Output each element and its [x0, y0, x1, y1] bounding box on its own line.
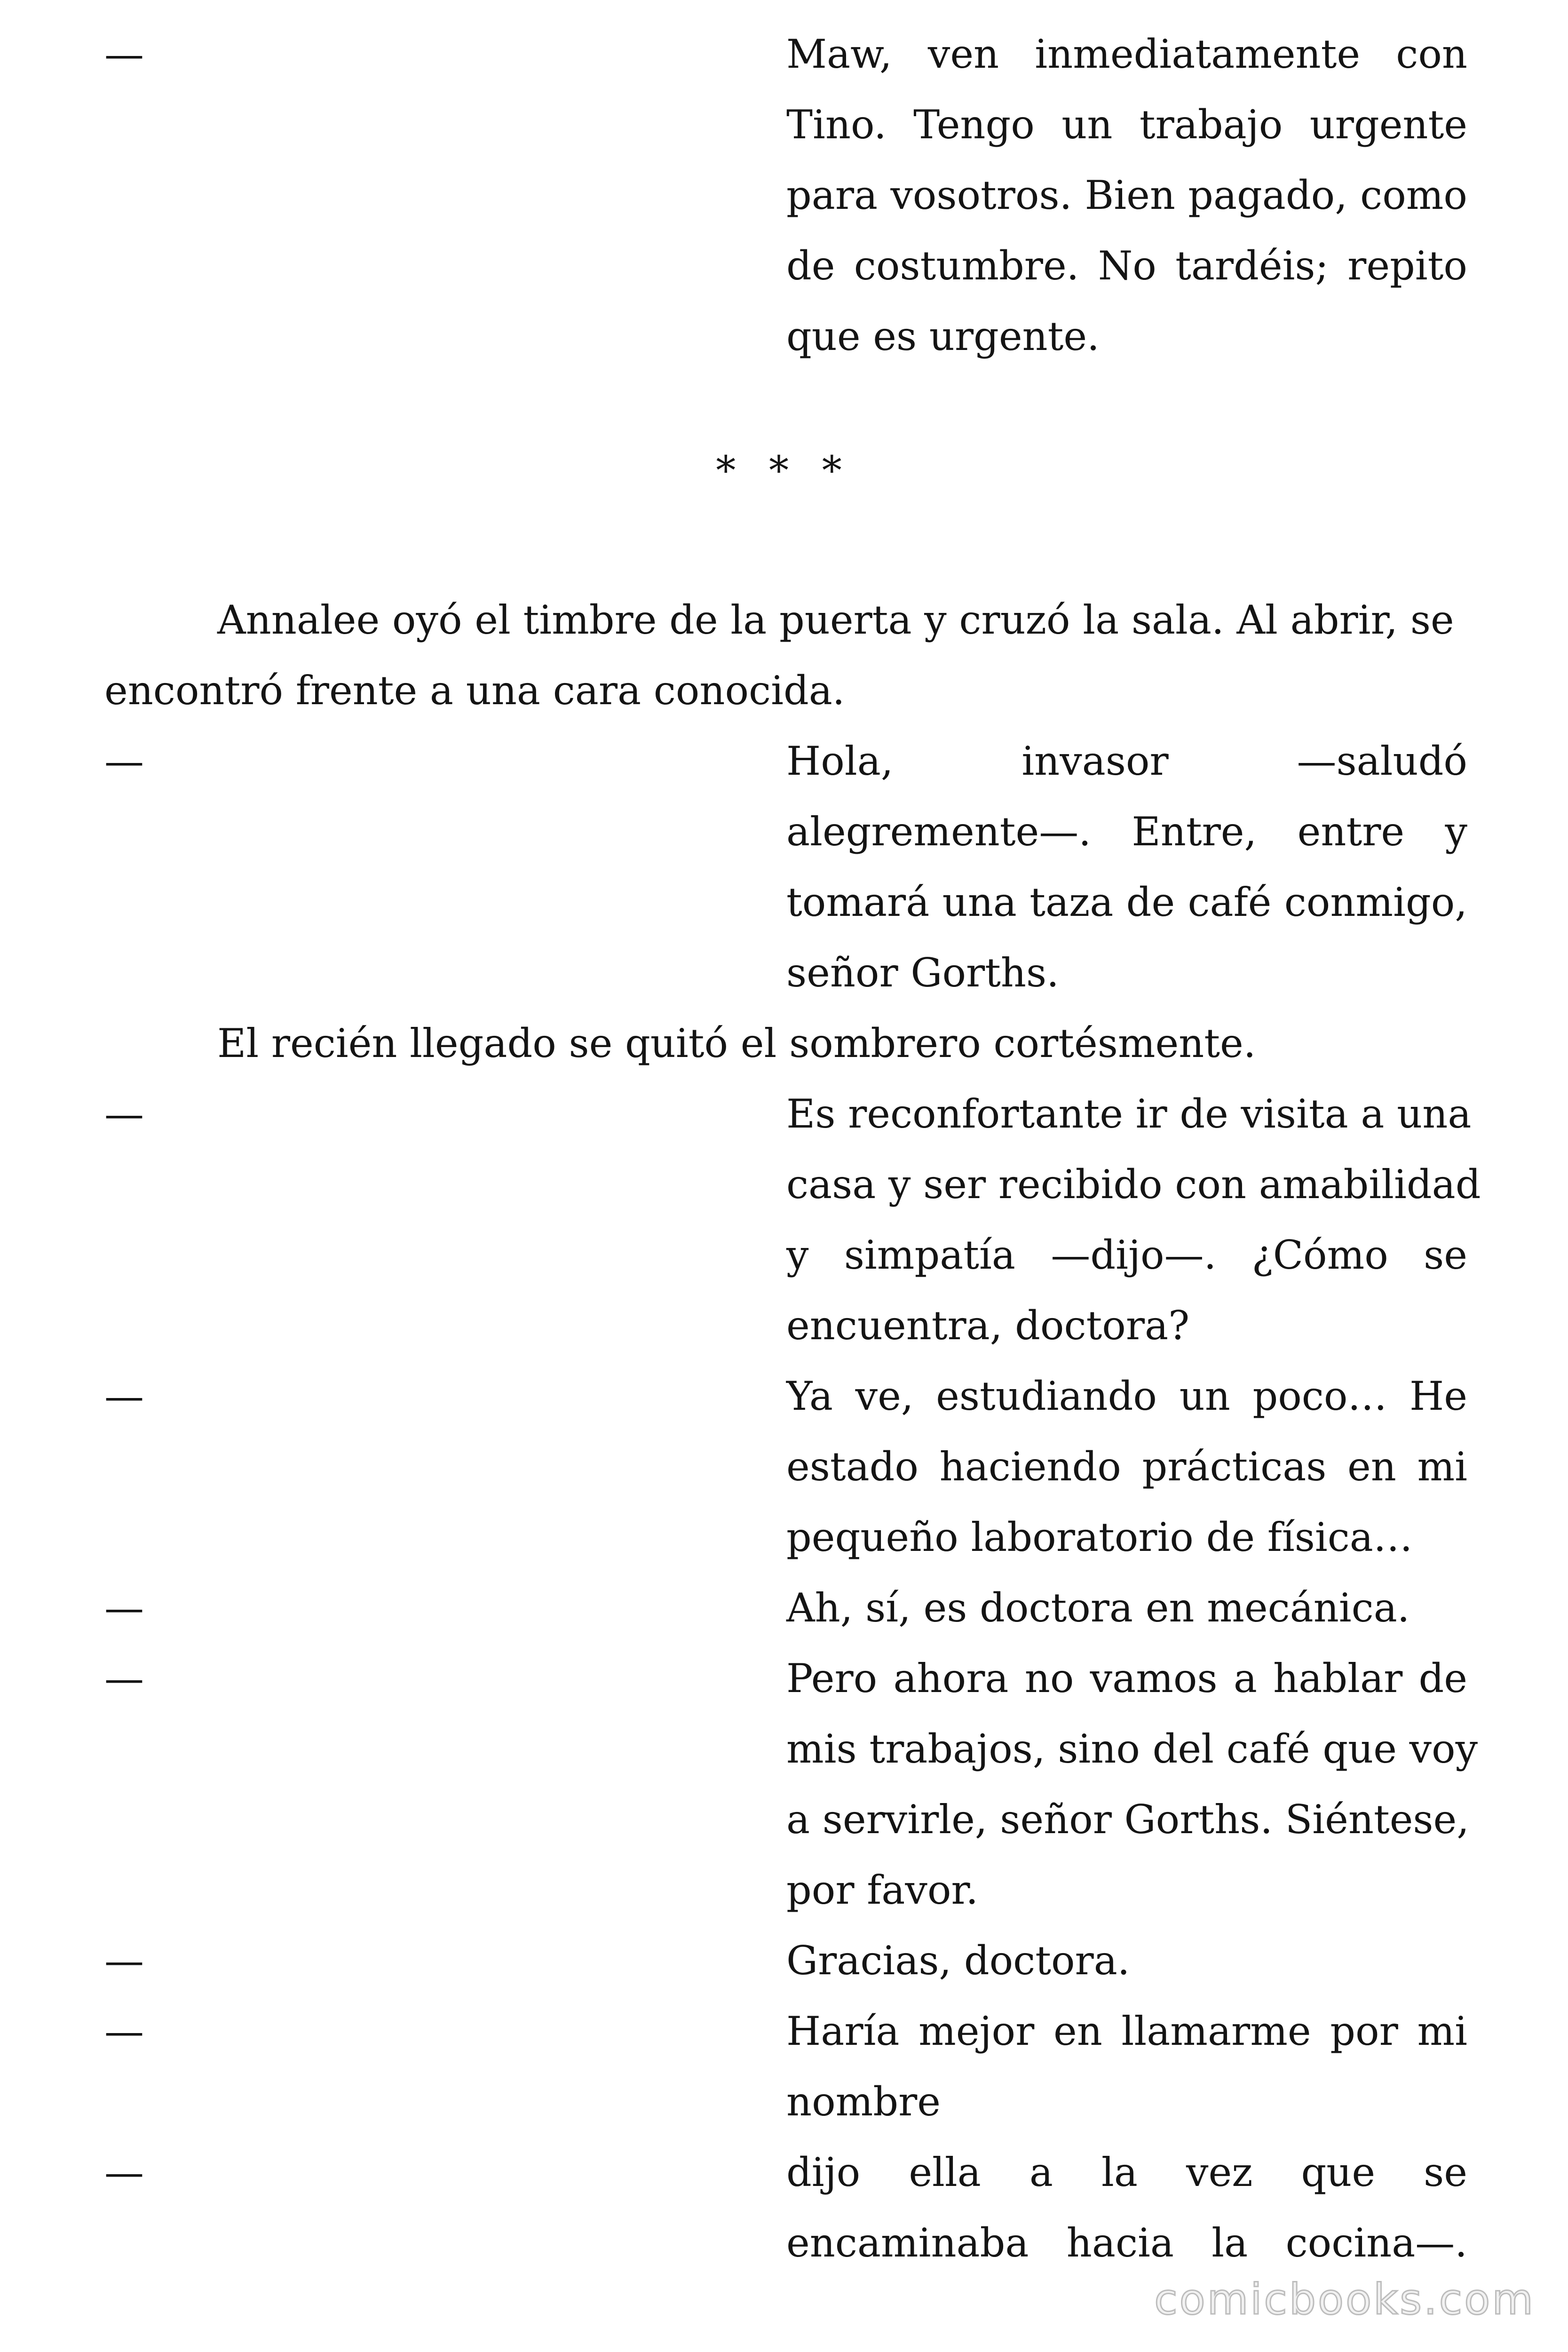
dialogue-line: nombre	[786, 2079, 941, 2125]
dialogue-line: por favor.	[786, 1867, 979, 1913]
dialogue-line: tomará una taza de café conmigo,	[786, 879, 1467, 925]
scene-separator: * * *	[716, 447, 852, 493]
dialogue-dash: —	[104, 2149, 144, 2195]
dialogue-line: estado haciendo prácticas en mi	[786, 1444, 1467, 1490]
dialogue-line: de costumbre. No tardéis; repito	[786, 243, 1467, 289]
dialogue-line: y simpatía —dijo—. ¿Cómo se	[786, 1232, 1467, 1278]
paragraph-line: encontró frente a una cara conocida.	[104, 667, 845, 714]
dialogue-line: Gracias, doctora.	[786, 1938, 1130, 1984]
dialogue-line: señor Gorths.	[786, 950, 1059, 996]
dialogue-dash: —	[104, 2008, 144, 2054]
dialogue-dash: —	[104, 1585, 144, 1631]
dialogue-line: encaminaba hacia la cocina—.	[786, 2220, 1467, 2266]
dialogue-line: Tino. Tengo un trabajo urgente	[786, 102, 1467, 148]
dialogue-dash: —	[104, 1655, 144, 1701]
dialogue-line: encuentra, doctora?	[786, 1303, 1190, 1349]
dialogue-dash: —	[104, 738, 144, 784]
dialogue-dash: —	[104, 1938, 144, 1984]
dialogue-line: alegremente—. Entre, entre y	[786, 809, 1467, 855]
dialogue-line: Hola, invasor —saludó	[786, 738, 1467, 784]
paragraph-line: El recién llegado se quitó el sombrero cortésmente.	[217, 1020, 1256, 1066]
dialogue-dash: —	[104, 1373, 144, 1419]
dialogue-line: Haría mejor en llamarme por mi	[786, 2008, 1467, 2054]
dialogue-line: Es reconfortante ir de visita a una	[786, 1091, 1472, 1137]
watermark-logo: comicbooks.com	[1154, 2275, 1535, 2324]
dialogue-dash: —	[104, 31, 144, 77]
dialogue-line: dijo ella a la vez que se	[786, 2149, 1467, 2195]
dialogue-line: a servirle, señor Gorths. Siéntese,	[786, 1796, 1469, 1843]
dialogue-dash: —	[104, 1091, 144, 1137]
dialogue-line: Pero ahora no vamos a hablar de	[786, 1655, 1467, 1701]
dialogue-line: Maw, ven inmediatamente con	[786, 31, 1467, 77]
paragraph-line: Annalee oyó el timbre de la puerta y cruzó la sala. Al abrir, se	[217, 597, 1454, 643]
dialogue-line: que es urgente.	[786, 313, 1100, 359]
dialogue-line: mis trabajos, sino del café que voy	[786, 1726, 1478, 1772]
dialogue-line: Ya ve, estudiando un poco… He	[786, 1373, 1467, 1419]
dialogue-line: para vosotros. Bien pagado, como	[786, 172, 1467, 218]
dialogue-line: pequeño laboratorio de física…	[786, 1514, 1413, 1560]
dialogue-line: Ah, sí, es doctora en mecánica.	[786, 1585, 1410, 1631]
dialogue-line: casa y ser recibido con amabilidad	[786, 1161, 1481, 1208]
